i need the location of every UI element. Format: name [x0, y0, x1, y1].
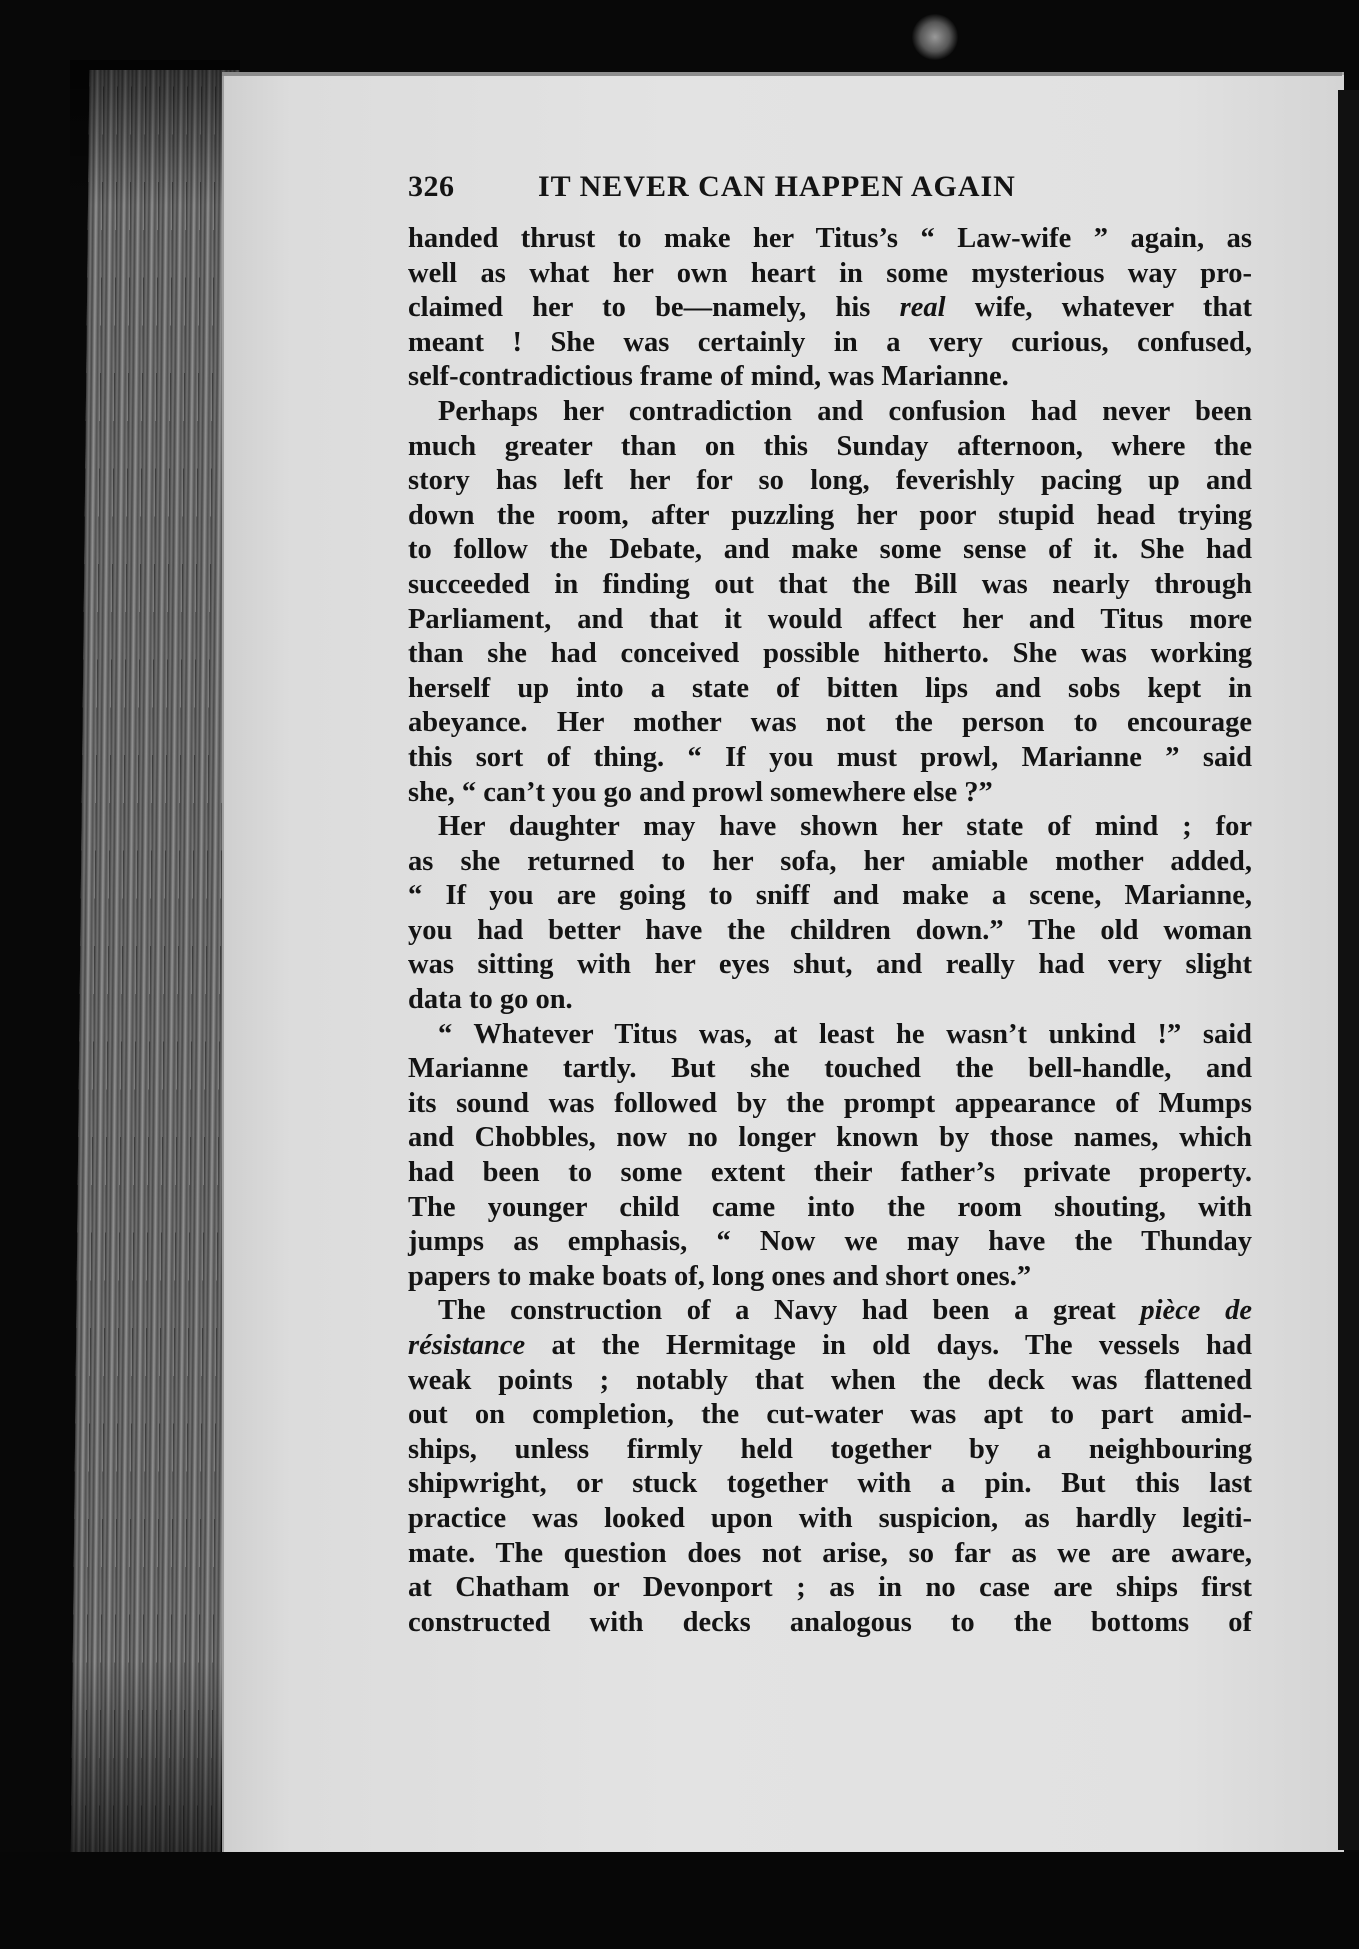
- text-line: self-contradictious frame of mind, was Marianne.: [408, 361, 1009, 393]
- text-line: this sort of thing. “ If you must prowl, Marianne ” said: [408, 741, 1252, 773]
- text-line: than she had conceived possible hitherto. She was working: [408, 638, 1252, 670]
- text-line: Perhaps her contradiction and confusion had never been: [438, 395, 1252, 427]
- scan-speck: [912, 14, 958, 60]
- text-line: “ Whatever Titus was, at least he wasn’t unkind !” said: [438, 1018, 1252, 1050]
- right-gutter: [1338, 90, 1359, 1850]
- text-line: The younger child came into the room shouting, with: [408, 1191, 1252, 1223]
- text-line: Her daughter may have shown her state of mind ; for: [438, 811, 1252, 843]
- text-line: at Chatham or Devonport ; as in no case are ships first: [408, 1572, 1252, 1604]
- text-line: Parliament, and that it would affect her and Titus more: [408, 603, 1252, 635]
- text-line: was sitting with her eyes shut, and really had very slight: [408, 949, 1252, 981]
- text-line: ships, unless firmly held together by a neighbouring: [408, 1433, 1252, 1465]
- text-line: jumps as emphasis, “ Now we may have the Thunday: [408, 1226, 1252, 1258]
- bottom-margin: [0, 1852, 1359, 1949]
- italic-phrase: real: [899, 292, 946, 324]
- italic-phrase: pièce de: [1140, 1295, 1252, 1327]
- text-line: papers to make boats of, long ones and short ones.”: [408, 1260, 1032, 1292]
- text-line: data to go on.: [408, 984, 573, 1016]
- text-line: practice was looked upon with suspicion, as hardly legiti-: [408, 1502, 1252, 1534]
- text-line: succeeded in finding out that the Bill was nearly through: [408, 568, 1252, 600]
- text-line: shipwright, or stuck together with a pin. But this last: [408, 1468, 1252, 1500]
- text-line: The construction of a Navy had been a great pièce de: [438, 1295, 1252, 1327]
- text-line: she, “ can’t you go and prowl somewhere else ?”: [408, 776, 993, 808]
- page-edge-shade: [70, 60, 240, 1880]
- text-line: its sound was followed by the prompt appearance of Mumps: [408, 1087, 1252, 1119]
- text-line: as she returned to her sofa, her amiable mother added,: [408, 845, 1252, 877]
- text-line: much greater than on this Sunday afternoon, where the: [408, 430, 1252, 462]
- running-head: IT NEVER CAN HAPPEN AGAIN: [538, 170, 1016, 203]
- text-line: mate. The question does not arise, so far as we are aware,: [408, 1537, 1252, 1569]
- text-line: well as what her own heart in some mysterious way pro-: [408, 257, 1252, 289]
- text-line: handed thrust to make her Titus’s “ Law-wife ” again, as: [408, 223, 1252, 254]
- text-line: to follow the Debate, and make some sense of it. She had: [408, 534, 1252, 566]
- text-block: [408, 170, 1252, 1640]
- text-line: claimed her to be—namely, his real wife, whatever that: [408, 292, 1252, 324]
- body-text: [408, 222, 1252, 1640]
- text-line: “ If you are going to sniff and make a scene, Marianne,: [408, 880, 1252, 912]
- italic-phrase: résistance: [408, 1330, 526, 1361]
- text-line: you had better have the children down.” The old woman: [408, 914, 1252, 946]
- text-line: abeyance. Her mother was not the person to encourage: [408, 707, 1252, 739]
- text-line: herself up into a state of bitten lips and sobs kept in: [408, 672, 1252, 704]
- text-line: meant ! She was certainly in a very curious, confused,: [408, 326, 1252, 358]
- page-header: [408, 170, 1252, 204]
- page-top-edge: [222, 72, 1342, 76]
- text-line: and Chobbles, now no longer known by those names, which: [408, 1122, 1252, 1154]
- text-line: out on completion, the cut-water was apt to part amid-: [408, 1399, 1252, 1431]
- page-number: 326: [408, 170, 455, 203]
- text-line: down the room, after puzzling her poor stupid head trying: [408, 499, 1252, 531]
- text-line: résistance at the Hermitage in old days. The vessels had: [408, 1330, 1252, 1361]
- text-line: Marianne tartly. But she touched the bell-handle, and: [408, 1053, 1252, 1085]
- text-line: constructed with decks analogous to the bottoms of: [408, 1606, 1252, 1638]
- text-line: story has left her for so long, feverishly pacing up and: [408, 465, 1252, 497]
- text-line: weak points ; notably that when the deck was flattened: [408, 1364, 1252, 1396]
- text-line: had been to some extent their father’s private property.: [408, 1157, 1252, 1189]
